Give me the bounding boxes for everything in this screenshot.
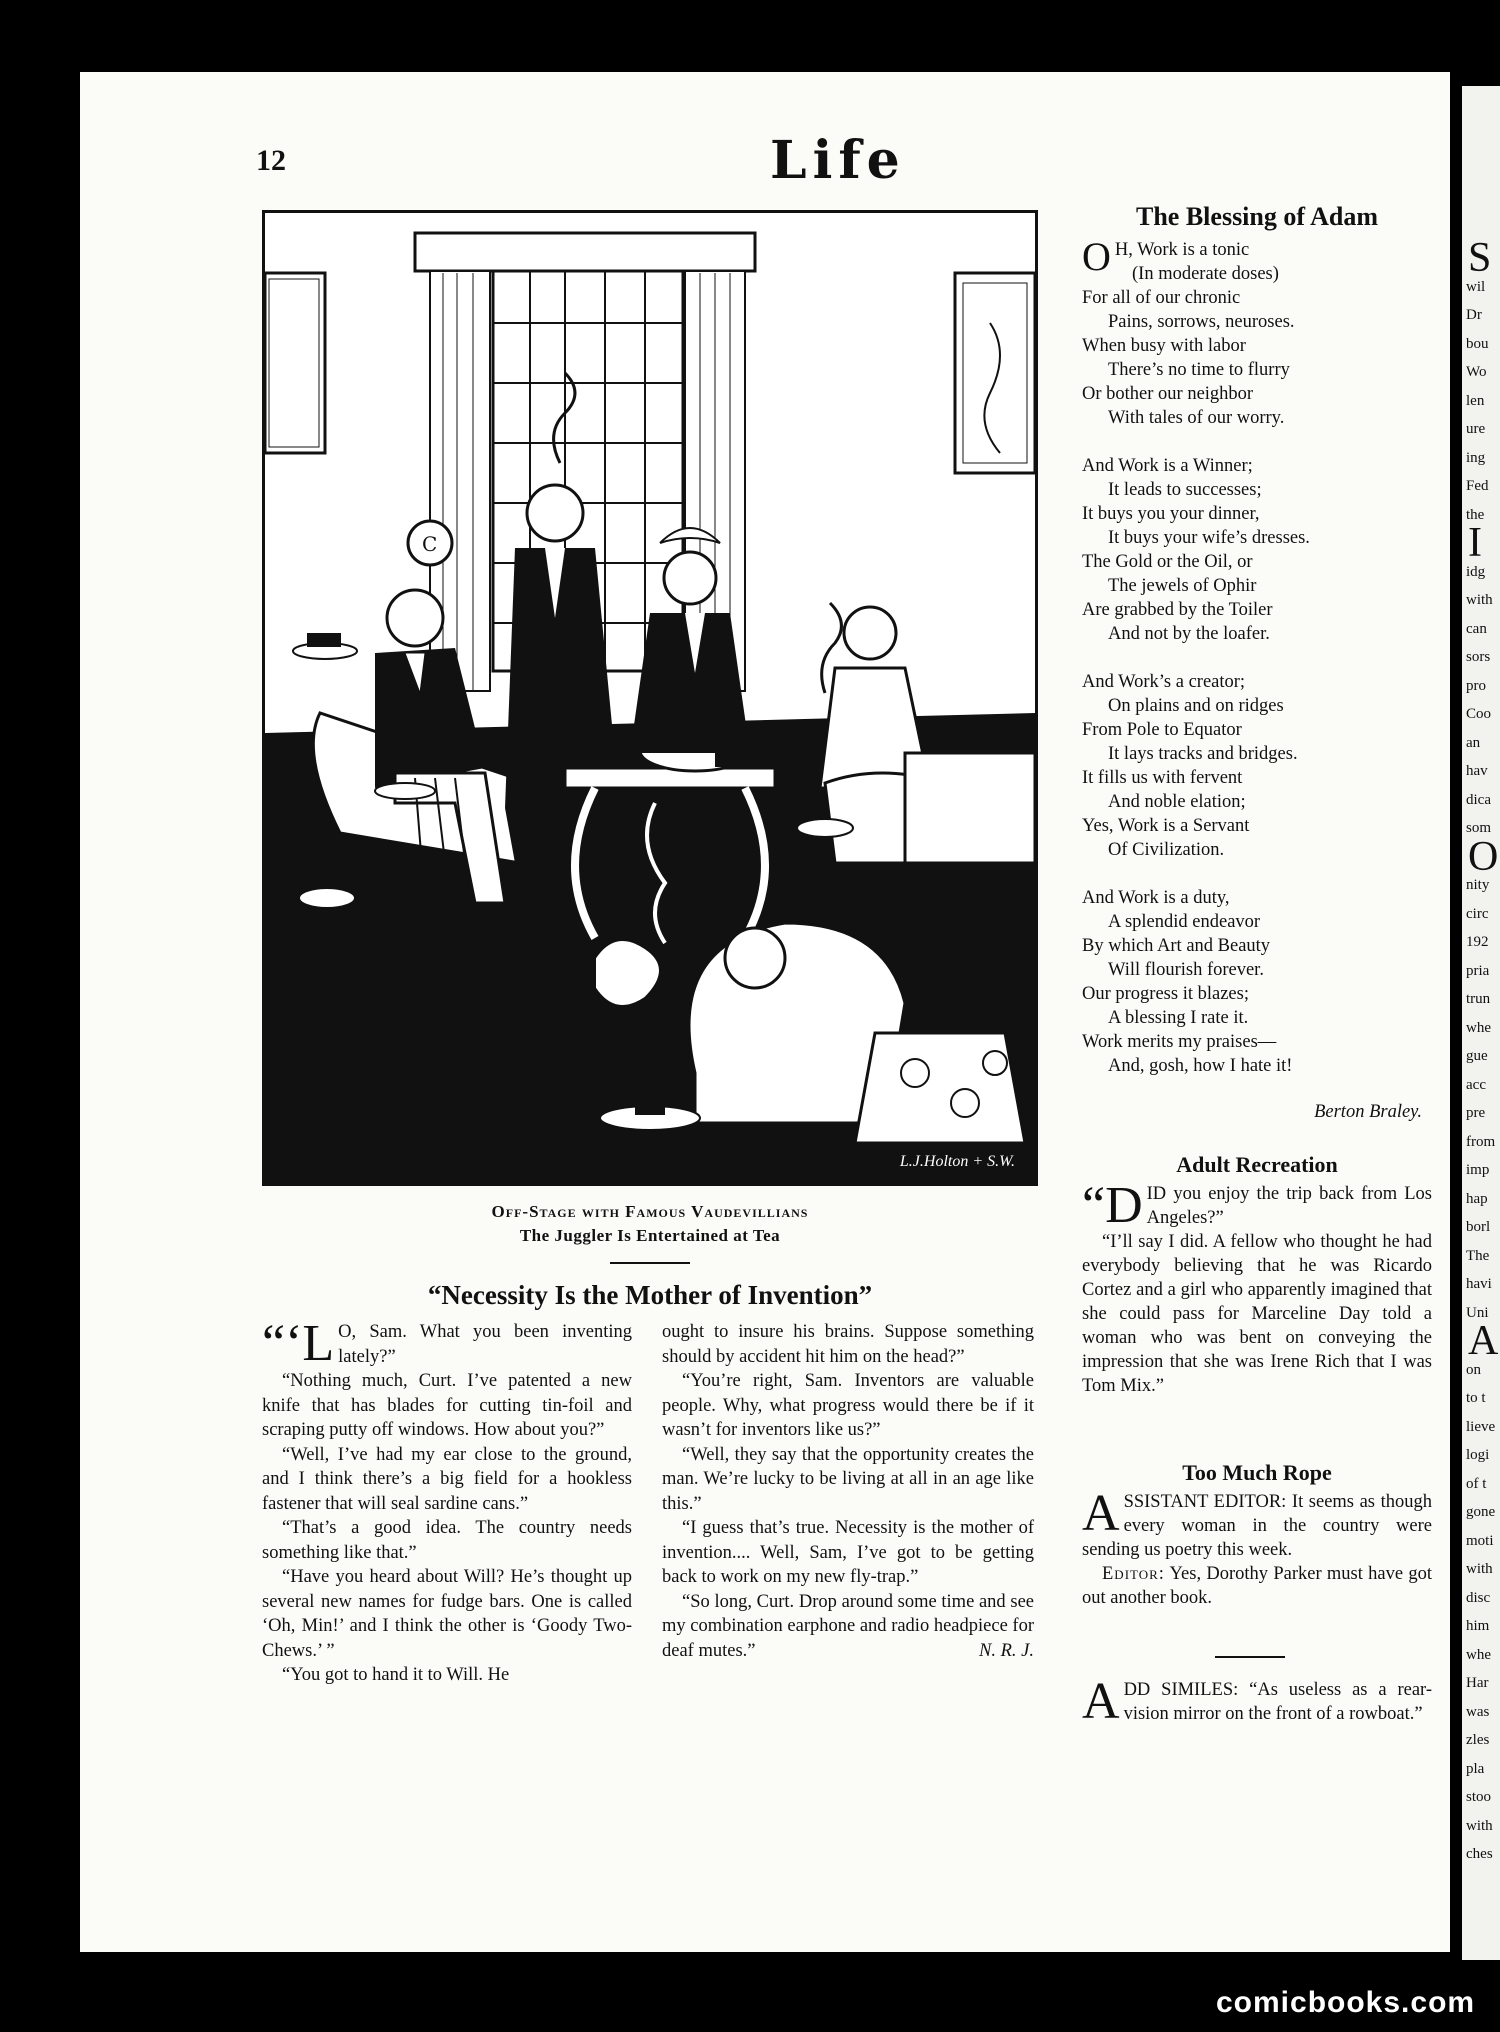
caption-divider	[610, 1262, 690, 1264]
cartoon-caption	[262, 1200, 1038, 1248]
poem-line: On plains and on ridges	[1108, 696, 1284, 716]
poem-stanza	[1082, 454, 1432, 646]
adjacent-page-fragment: with	[1466, 1817, 1493, 1834]
poem-line: It buys your wife’s dresses.	[1108, 528, 1310, 548]
poem-line: It fills us with fervent	[1082, 768, 1243, 788]
page-number: 12	[256, 144, 286, 177]
adjacent-page-fragment: sors	[1466, 649, 1491, 665]
poem-line: Pains, sorrows, neuroses.	[1108, 312, 1295, 332]
adjacent-page-fragment: the	[1466, 506, 1485, 523]
too-much-rope-section	[1082, 1460, 1432, 1610]
adjacent-page-fragment: Uni	[1466, 1304, 1489, 1321]
adjacent-page-fragment: S	[1468, 235, 1492, 281]
poem-line: For all of our chronic	[1082, 288, 1241, 308]
article-title: “Necessity Is the Mother of Invention”	[427, 1280, 873, 1310]
adjacent-page-fragment: trun	[1466, 991, 1491, 1007]
adjacent-page-fragment: Dr	[1466, 307, 1482, 323]
poem-line: The jewels of Ophir	[1108, 576, 1257, 596]
poem-author: Berton Braley.	[1314, 1102, 1422, 1122]
poem-line: Yes, Work is a Servant	[1082, 816, 1250, 836]
adjacent-page-fragment: him	[1466, 1618, 1490, 1634]
adjacent-page-fragment: A	[1468, 1318, 1499, 1364]
adjacent-page-fragment: from	[1466, 1133, 1496, 1150]
article-signature: N. R. J.	[979, 1640, 1034, 1661]
poem-line: There’s no time to flurry	[1108, 360, 1290, 380]
adjacent-page-fragment: idg	[1466, 563, 1486, 580]
poem-line: And noble elation;	[1108, 792, 1246, 812]
article-paragraph: “I guess that’s true. Necessity is the mother of invention.... Well, Sam, I’ve got to be getting back to work on my new fly-trap.”	[662, 1518, 1034, 1587]
article-paragraph: “That’s a good idea. The country needs something like that.”	[262, 1518, 632, 1563]
right-column	[1082, 202, 1432, 1123]
poem-line: Or bother our neighbor	[1082, 384, 1254, 404]
adjacent-page-fragment: moti	[1466, 1532, 1494, 1549]
poem-line: A splendid endeavor	[1108, 912, 1261, 932]
poem-title: The Blessing of Adam	[1136, 202, 1378, 231]
poem-line: Will flourish forever.	[1108, 960, 1264, 980]
adjacent-page-fragment: pro	[1466, 677, 1486, 694]
section-divider	[1215, 1656, 1285, 1658]
adjacent-page-fragment: stoo	[1466, 1789, 1492, 1805]
poem-line: With tales of our worry.	[1108, 408, 1285, 428]
adjacent-page-fragment: dica	[1466, 791, 1491, 808]
article-paragraph: “‘L O, Sam. What you been inventing lately?”	[262, 1315, 632, 1372]
adjacent-page-fragment: The	[1466, 1247, 1490, 1264]
adjacent-page-fragment: with	[1466, 1561, 1493, 1577]
cartoon-drawing	[265, 213, 1035, 1183]
adjacent-page-fragment: circ	[1466, 905, 1489, 922]
masthead: Life	[770, 130, 906, 191]
poem-line: (In moderate doses)	[1132, 264, 1279, 284]
poem-line: And Work is a Winner;	[1082, 456, 1253, 476]
adjacent-page-fragment: to t	[1466, 1390, 1486, 1406]
adjacent-page-fragment: whe	[1466, 1019, 1491, 1036]
adjacent-page-fragment: with	[1466, 592, 1493, 608]
editor-label: Editor:	[1102, 1564, 1165, 1584]
adjacent-page-fragment: can	[1466, 620, 1487, 637]
add-similes-paragraph: ADD SIMILES: “As useless as a rear-vision mirror on the front of a rowboat.”	[1082, 1673, 1432, 1730]
adjacent-page-fragment: ure	[1466, 421, 1486, 437]
adjacent-page-edge	[1462, 86, 1500, 1960]
poem-dropcap: O	[1082, 234, 1111, 279]
poem-line: And Work’s a creator;	[1082, 672, 1246, 692]
adjacent-page-fragment: imp	[1466, 1162, 1490, 1178]
poem-line: Of Civilization.	[1108, 840, 1225, 860]
adjacent-page-fragment: wil	[1466, 278, 1486, 295]
adjacent-page-fragment: 192	[1466, 934, 1489, 950]
adjacent-page-fragment: len	[1466, 392, 1485, 409]
adjacent-page-fragment: gue	[1466, 1048, 1488, 1064]
adjacent-page-fragment: Coo	[1466, 706, 1492, 722]
adjacent-page-fragment: hav	[1466, 763, 1488, 779]
poem-line: Work merits my praises—	[1082, 1032, 1277, 1052]
poem-line: And Work is a duty,	[1082, 888, 1230, 908]
adjacent-page-fragment: Har	[1466, 1675, 1489, 1691]
too-much-rope-dropcap: A	[1082, 1485, 1120, 1542]
article-paragraph: ought to insure his brains. Suppose something should by accident hit him on the head?”	[662, 1322, 1034, 1367]
adjacent-page-fragment: O	[1468, 833, 1499, 880]
adjacent-page-fragment: ches	[1466, 1846, 1493, 1862]
poem-line: It leads to successes;	[1108, 480, 1262, 500]
adult-recreation-section	[1082, 1152, 1432, 1398]
too-much-rope-title: Too Much Rope	[1182, 1460, 1332, 1485]
adjacent-page-fragment: acc	[1466, 1076, 1486, 1093]
adjacent-page-fragment: was	[1466, 1703, 1490, 1720]
article-column-2	[662, 1320, 1034, 1663]
poem-line: Our progress it blazes;	[1082, 984, 1249, 1004]
article-paragraph: “Have you heard about Will? He’s thought up several new names for fudge bars. One is called ‘Oh, Min!’ and I think the other is ‘Goody Two-Chews.’ ”	[262, 1567, 632, 1661]
add-similes-dropcap: A	[1082, 1673, 1120, 1730]
poem-line: O H, Work is a tonic	[1082, 234, 1250, 279]
poem-line: By which Art and Beauty	[1082, 936, 1271, 956]
artist-signature: L.J.Holton + S.W.	[899, 1153, 1015, 1170]
adjacent-page-fragment: bou	[1466, 335, 1489, 352]
adjacent-page-fragment: on	[1466, 1361, 1481, 1378]
poem-line: Are grabbed by the Toiler	[1082, 600, 1273, 620]
adjacent-page-fragment: pre	[1466, 1105, 1486, 1121]
adult-recreation-paragraph: “DID you enjoy the trip back from Los Angeles?”	[1082, 1177, 1432, 1234]
poem-body	[1082, 234, 1432, 1078]
adjacent-page-fragment: som	[1466, 820, 1492, 836]
adjacent-page-fragment: gone	[1466, 1504, 1496, 1520]
adjacent-page-fragment: pria	[1466, 962, 1490, 979]
poem-line: And not by the loafer.	[1108, 624, 1270, 644]
adult-recreation-title: Adult Recreation	[1176, 1152, 1338, 1177]
add-similes-section	[1082, 1673, 1432, 1730]
poem-line: When busy with labor	[1082, 336, 1246, 356]
adjacent-page-fragment: disc	[1466, 1589, 1491, 1606]
article-paragraph: “Well, I’ve had my ear close to the ground, and I think there’s a big field for a hookless fastener that will seal sardine cans.”	[262, 1444, 632, 1514]
article-dropcap: “‘L	[262, 1315, 335, 1372]
caption-line-1: Off-Stage with Famous Vaudevillians	[491, 1202, 809, 1221]
poem-line: From Pole to Equator	[1082, 720, 1242, 740]
adjacent-page-fragment: an	[1466, 734, 1481, 751]
adjacent-page-fragment: Fed	[1466, 478, 1489, 494]
adjacent-page-fragment: whe	[1466, 1646, 1491, 1663]
poem-line: A blessing I rate it.	[1108, 1008, 1249, 1028]
too-much-rope-paragraph: ASSISTANT EDITOR: It seems as though every woman in the country were sending us poetry this week.	[1082, 1485, 1432, 1560]
svg-text:C: C	[422, 532, 438, 556]
adjacent-page-fragment: pla	[1466, 1760, 1485, 1777]
adjacent-page-fragment: hap	[1466, 1190, 1488, 1207]
poem-stanza	[1082, 886, 1432, 1078]
adjacent-page-fragment: I	[1468, 520, 1482, 566]
adjacent-page-fragment: borl	[1466, 1219, 1491, 1235]
too-much-rope-paragraph: Editor: Yes, Dorothy Parker must have got out another book.	[1082, 1564, 1432, 1608]
adjacent-page-fragment: of t	[1466, 1475, 1487, 1492]
poem-line: It buys you your dinner,	[1082, 504, 1260, 524]
poem-stanza	[1082, 670, 1432, 862]
poem-stanza	[1082, 234, 1432, 430]
article-paragraph: “So long, Curt. Drop around some time and see my combination earphone and radio headpiece for deaf mutes.” N. R. J.	[662, 1590, 1034, 1664]
article-paragraph: “Nothing much, Curt. I’ve patented a new knife that has blades for cutting tin-foil and scraping putty off windows. How about you?”	[262, 1371, 632, 1440]
article-paragraph: “You’re right, Sam. Inventors are valuable people. Why, what progress would there be if it wasn’t for inventors like us?”	[662, 1371, 1034, 1440]
adult-recreation-dropcap: “D	[1082, 1177, 1143, 1234]
caption-line-2: The Juggler Is Entertained at Tea	[519, 1226, 781, 1245]
article-paragraph: “You got to hand it to Will. He	[282, 1665, 510, 1685]
adjacent-page-fragment: Wo	[1466, 364, 1487, 380]
poem-line: And, gosh, how I hate it!	[1108, 1056, 1293, 1076]
adjacent-page-fragment: havi	[1466, 1276, 1492, 1292]
article-paragraph: “Well, they say that the opportunity creates the man. We’re lucky to be living at all in an age like this.”	[662, 1444, 1034, 1514]
article-column-1	[262, 1315, 632, 1688]
cartoon-illustration	[262, 210, 1038, 1186]
adjacent-page-fragment: nity	[1466, 877, 1490, 893]
site-watermark: comicbooks.com	[1216, 1986, 1476, 2019]
poem-line: The Gold or the Oil, or	[1082, 552, 1253, 572]
adjacent-page-fragment: zles	[1466, 1732, 1490, 1748]
adjacent-page-fragment: ing	[1466, 449, 1486, 466]
poem-line: It lays tracks and bridges.	[1108, 744, 1298, 764]
adjacent-page-fragment: logi	[1466, 1447, 1490, 1463]
adjacent-page-fragment: lieve	[1466, 1418, 1496, 1435]
adult-recreation-paragraph: “I’ll say I did. A fellow who thought he had everybody believing that he was Ricardo Cortez and a girl who apparently imagined that she could pass for Marceline Day told a woman who was bent on conveying the impression that she was Irene Rich that I was Tom Mix.”	[1082, 1232, 1432, 1396]
